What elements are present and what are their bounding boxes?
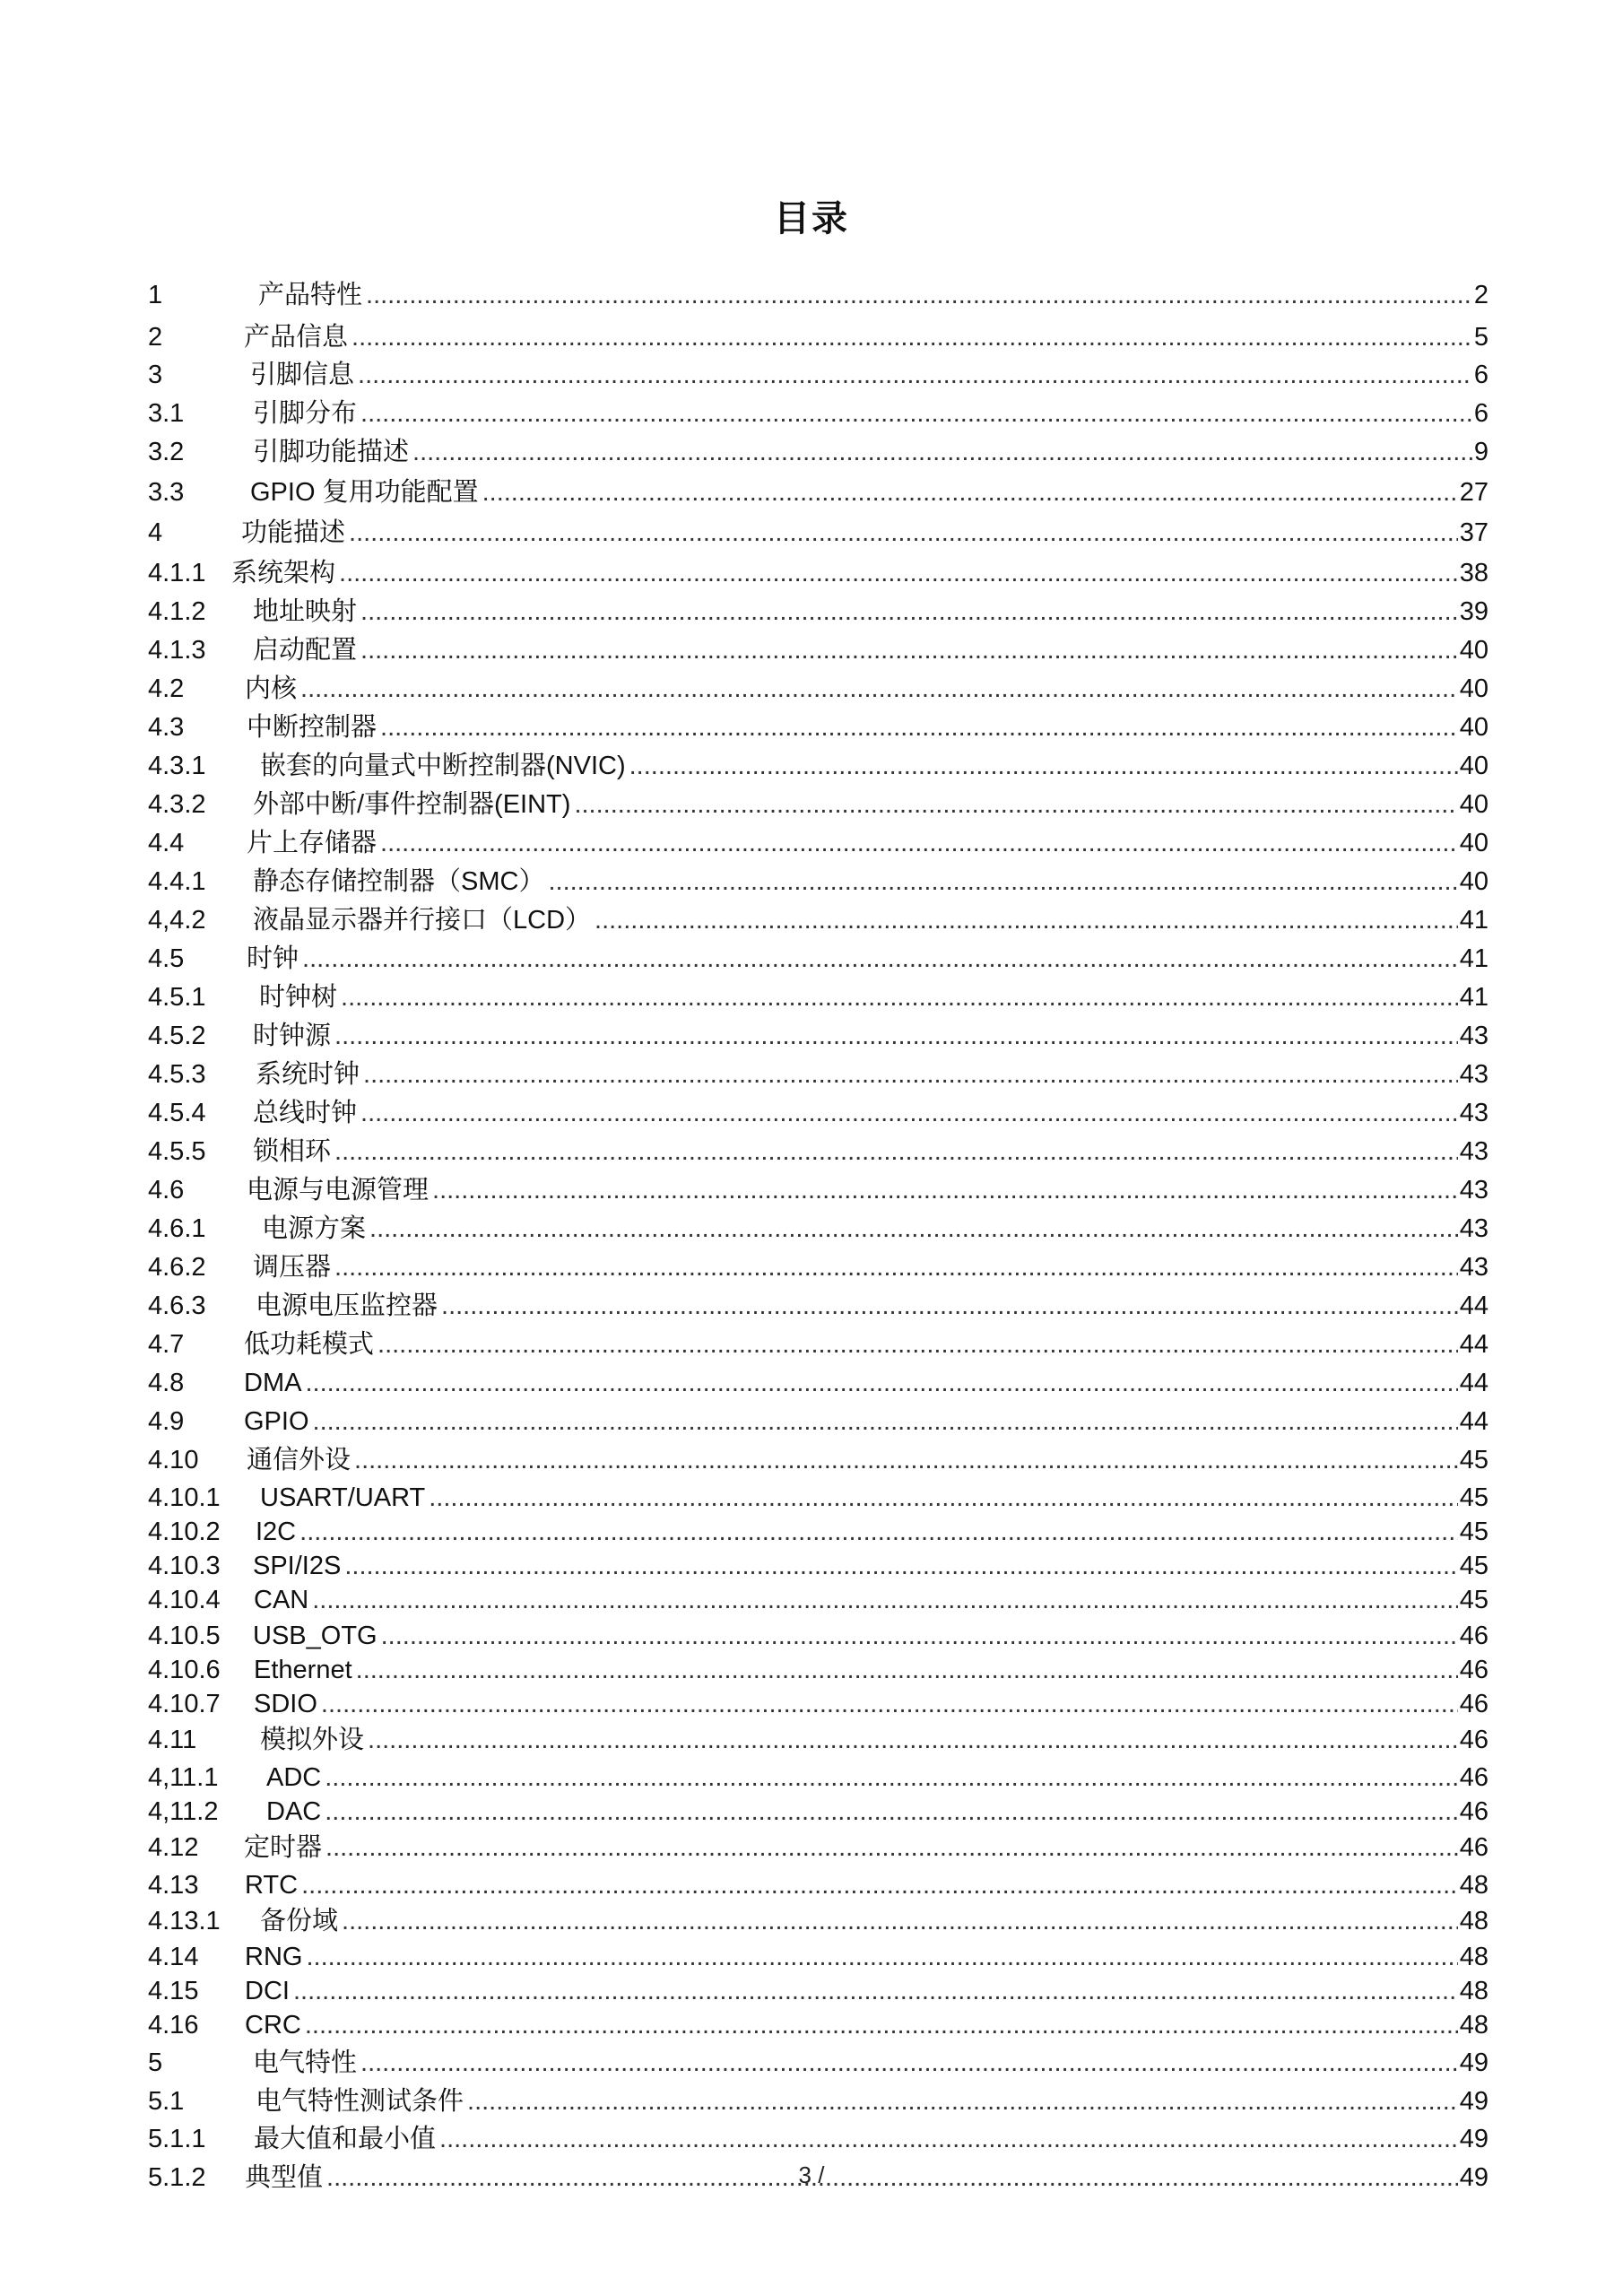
toc-entry[interactable] (148, 1370, 1488, 1396)
toc-entry-title: 系统架构 (231, 559, 336, 587)
toc-entry-title: 电气特性 (253, 2048, 358, 2077)
toc-entry-page: 43 (1459, 1253, 1488, 1282)
toc-entry[interactable] (148, 599, 1488, 625)
toc-entry-page: 27 (1459, 478, 1488, 507)
toc-entry-title: Ethernet (254, 1656, 352, 1684)
toc-entry-number: 4.4 (148, 829, 185, 857)
toc-dot-leader (359, 401, 1472, 427)
toc-entry-page: 46 (1459, 1622, 1488, 1650)
toc-dot-leader (350, 325, 1472, 351)
toc-entry[interactable] (148, 2126, 1488, 2152)
toc-entry[interactable] (148, 2089, 1488, 2115)
toc-entry-number: 4.6 (148, 1176, 185, 1205)
toc-entry-number: 4,11.2 (148, 1797, 219, 1826)
toc-entry[interactable] (148, 1727, 1488, 1753)
toc-entry-title: 引脚功能描述 (253, 438, 410, 466)
toc-dot-leader (300, 946, 1458, 972)
toc-entry[interactable] (148, 1139, 1488, 1165)
toc-entry-number: 4.8 (148, 1369, 185, 1397)
toc-entry[interactable] (148, 401, 1488, 427)
toc-entry[interactable] (148, 1023, 1488, 1049)
toc-entry-number: 4.5.1 (148, 983, 206, 1012)
toc-entry[interactable] (148, 1409, 1488, 1435)
toc-entry-title: RNG (245, 1943, 303, 1971)
toc-entry[interactable] (148, 1979, 1488, 2005)
toc-entry-page: 45 (1459, 1586, 1488, 1614)
toc-entry-number: 5 (148, 2048, 163, 2077)
toc-dot-leader (439, 1293, 1458, 1319)
toc-entry-number: 5.1 (148, 2087, 185, 2116)
toc-entry-page: 41 (1459, 944, 1488, 973)
toc-entry[interactable] (148, 480, 1488, 506)
toc-entry-page: 37 (1459, 518, 1488, 547)
toc-entry-page: 49 (1459, 2125, 1488, 2153)
toc-entry-page: 39 (1459, 597, 1488, 626)
toc-entry[interactable] (148, 1873, 1488, 1899)
toc-entry-page: 43 (1459, 1214, 1488, 1243)
toc-dot-leader (291, 1979, 1458, 2005)
toc-entry[interactable] (148, 1944, 1488, 1970)
toc-entry-number: 4.13.1 (148, 1907, 221, 1935)
toc-entry-page: 40 (1459, 867, 1488, 896)
toc-dot-leader (628, 753, 1458, 779)
toc-dot-leader (411, 439, 1472, 465)
toc-entry-title: 通信外设 (247, 1446, 352, 1474)
toc-dot-leader (354, 1657, 1458, 1683)
toc-entry-page: 41 (1459, 983, 1488, 1012)
toc-entry-number: 4.12 (148, 1833, 199, 1862)
toc-entry-title: 典型值 (245, 2163, 324, 2192)
toc-entry-number: 1 (148, 281, 163, 309)
toc-entry-title: 功能描述 (241, 518, 346, 547)
toc-entry-title: ADC (266, 1763, 322, 1792)
toc-entry-page: 44 (1459, 1292, 1488, 1320)
toc-dot-leader (339, 985, 1458, 1011)
toc-entry-number: 4.5.5 (148, 1137, 206, 1166)
toc-entry-title: 电源电压监控器 (256, 1292, 438, 1320)
toc-entry[interactable] (148, 792, 1488, 818)
toc-entry-title: USB_OTG (253, 1622, 378, 1650)
toc-entry-title: GPIO (244, 1407, 309, 1436)
toc-dot-leader (337, 561, 1458, 587)
toc-dot-leader (364, 283, 1472, 309)
toc-entry-number: 4,11.1 (148, 1763, 219, 1792)
toc-entry-number: 4.10.7 (148, 1690, 221, 1718)
toc-dot-leader (481, 480, 1458, 506)
toc-entry-number: 4,4.2 (148, 906, 206, 935)
toc-entry[interactable] (148, 1448, 1488, 1474)
toc-entry-page: 9 (1473, 438, 1488, 466)
toc-dot-leader (340, 1909, 1458, 1935)
toc-dot-leader (310, 1587, 1458, 1613)
toc-entry-title: 产品特性 (258, 281, 363, 309)
toc-entry[interactable] (148, 1255, 1488, 1281)
toc-entry-page: 40 (1459, 674, 1488, 703)
toc-entry-title: 模拟外设 (260, 1726, 365, 1754)
toc-entry-number: 4.3 (148, 713, 185, 742)
toc-entry[interactable] (148, 869, 1488, 895)
toc-entry-page: 49 (1459, 2087, 1488, 2116)
toc-entry-number: 4.10 (148, 1446, 199, 1474)
toc-entry-page: 49 (1459, 2048, 1488, 2077)
toc-entry-number: 4.1.2 (148, 597, 206, 626)
toc-dot-leader (359, 638, 1458, 664)
toc-entry-number: 4.2 (148, 674, 185, 703)
toc-entry-number: 5.1.1 (148, 2125, 206, 2153)
toc-dot-leader (359, 1100, 1458, 1126)
toc-entry[interactable] (148, 1587, 1488, 1613)
toc-entry-number: 4.10.3 (148, 1552, 221, 1580)
toc-entry-number: 4.6.1 (148, 1214, 206, 1243)
toc-dot-leader (304, 1944, 1457, 1970)
toc-entry-title: 外部中断/事件控制器(EINT) (253, 790, 571, 819)
toc-entry-page: 2 (1473, 281, 1488, 309)
toc-dot-leader (427, 1485, 1457, 1511)
toc-entry[interactable] (148, 1909, 1488, 1935)
toc-dot-leader (356, 362, 1472, 388)
toc-entry-number: 4.10.2 (148, 1518, 221, 1546)
toc-entry[interactable] (148, 1519, 1488, 1545)
toc-entry-number: 4.10.1 (148, 1483, 221, 1512)
toc-dot-leader (333, 1255, 1458, 1281)
toc-entry-title: 电源与电源管理 (247, 1176, 430, 1205)
toc-entry-page: 46 (1459, 1656, 1488, 1684)
toc-entry-page: 5 (1473, 323, 1488, 352)
toc-dot-leader (299, 1873, 1458, 1899)
toc-entry-page: 40 (1459, 713, 1488, 742)
toc-entry-title: I2C (256, 1518, 297, 1546)
toc-entry-title: SDIO (254, 1690, 317, 1718)
toc-entry-title: CRC (245, 2011, 301, 2039)
toc-entry-title: 时钟 (247, 944, 299, 973)
toc-entry-page: 46 (1459, 1797, 1488, 1826)
toc-entry-number: 4.5.3 (148, 1060, 206, 1089)
toc-entry-number: 4.1.1 (148, 559, 206, 587)
toc-dot-leader (319, 1692, 1458, 1718)
toc-entry[interactable] (148, 753, 1488, 779)
page-number-footer: 3 / (798, 2161, 825, 2188)
toc-entry-title: 电气特性测试条件 (256, 2087, 464, 2116)
toc-entry-number: 4.5.4 (148, 1099, 206, 1127)
toc-entry-number: 4.5.2 (148, 1022, 206, 1050)
toc-dot-leader (298, 1519, 1458, 1545)
toc-entry-page: 45 (1459, 1552, 1488, 1580)
toc-entry-title: CAN (254, 1586, 309, 1614)
toc-entry[interactable] (148, 1293, 1488, 1319)
toc-entry-title: 锁相环 (253, 1137, 332, 1166)
toc-entry-title: 引脚信息 (250, 361, 355, 389)
toc-entry-number: 2 (148, 323, 163, 352)
toc-dot-leader (347, 520, 1458, 546)
toc-entry-page: 43 (1459, 1022, 1488, 1050)
toc-entry-page: 43 (1459, 1060, 1488, 1089)
toc-dot-leader (359, 2050, 1458, 2076)
toc-entry-title: 引脚分布 (253, 399, 358, 428)
toc-entry[interactable] (148, 1216, 1488, 1242)
toc-entry-number: 4.3.1 (148, 752, 206, 780)
toc-entry[interactable] (148, 1692, 1488, 1718)
toc-entry-number: 4.7 (148, 1330, 185, 1359)
toc-entry[interactable] (148, 715, 1488, 741)
toc-entry[interactable] (148, 1178, 1488, 1204)
toc-entry-title: 定时器 (244, 1833, 323, 1862)
toc-entry-page: 43 (1459, 1176, 1488, 1205)
toc-entry-page: 48 (1459, 1907, 1488, 1935)
toc-entry-title: 启动配置 (253, 636, 358, 665)
toc-entry-page: 46 (1459, 1690, 1488, 1718)
toc-dot-leader (378, 831, 1458, 857)
toc-entry-number: 3 (148, 361, 163, 389)
toc-dot-leader (303, 1370, 1457, 1396)
toc-entry-title: DAC (266, 1797, 322, 1826)
toc-entry-number: 4.13 (148, 1871, 199, 1900)
toc-entry-page: 45 (1459, 1446, 1488, 1474)
toc-entry-number: 4.14 (148, 1943, 199, 1971)
toc-dot-leader (593, 908, 1458, 934)
toc-entry-title: 备份域 (260, 1907, 339, 1935)
toc-entry[interactable] (148, 908, 1488, 934)
toc-entry-title: 产品信息 (244, 323, 349, 352)
toc-entry-title: 系统时钟 (256, 1060, 360, 1089)
toc-entry-number: 4.10.5 (148, 1622, 221, 1650)
toc-entry[interactable] (148, 1657, 1488, 1683)
toc-dot-leader (359, 599, 1458, 625)
toc-entry-number: 3.1 (148, 399, 185, 428)
toc-entry-number: 4.5 (148, 944, 185, 973)
toc-entry[interactable] (148, 638, 1488, 664)
toc-entry-page: 45 (1459, 1483, 1488, 1512)
toc-entry[interactable] (148, 561, 1488, 587)
toc-entry[interactable] (148, 1835, 1488, 1861)
toc-entry[interactable] (148, 1062, 1488, 1088)
toc-entry[interactable] (148, 1799, 1488, 1825)
toc-entry-page: 46 (1459, 1726, 1488, 1754)
toc-entry-page: 48 (1459, 1871, 1488, 1900)
toc-entry[interactable] (148, 1553, 1488, 1579)
toc-entry-number: 4 (148, 518, 163, 547)
toc-dot-leader (323, 1799, 1458, 1825)
toc-dot-leader (379, 1623, 1458, 1649)
toc-entry[interactable] (148, 985, 1488, 1011)
toc-entry[interactable] (148, 520, 1488, 546)
toc-entry-title: 最大值和最小值 (254, 2125, 437, 2153)
toc-dot-leader (299, 676, 1458, 702)
toc-dot-leader (333, 1139, 1458, 1165)
toc-entry-page: 6 (1473, 399, 1488, 428)
toc-entry-page: 43 (1459, 1137, 1488, 1166)
toc-entry-title: 总线时钟 (253, 1099, 358, 1127)
toc-entry-page: 41 (1459, 906, 1488, 935)
toc-entry-number: 4.1.3 (148, 636, 206, 665)
toc-entry-number: 3.3 (148, 478, 185, 507)
toc-dot-leader (366, 1727, 1458, 1753)
toc-entry-title: 电源方案 (262, 1214, 367, 1243)
toc-dot-leader (572, 792, 1457, 818)
toc-dot-leader (546, 869, 1457, 895)
toc-entry[interactable] (148, 831, 1488, 857)
toc-entry-number: 4.11 (148, 1726, 197, 1754)
toc-entry-page: 40 (1459, 829, 1488, 857)
toc-entry-number: 4.9 (148, 1407, 185, 1436)
toc-dot-leader (311, 1409, 1458, 1435)
toc-dot-leader (333, 1023, 1458, 1049)
toc-entry-title: 中断控制器 (247, 713, 378, 742)
toc-entry[interactable] (148, 325, 1488, 351)
toc-entry-title: 嵌套的向量式中断控制器(NVIC) (260, 752, 626, 780)
toc-dot-leader (303, 2013, 1458, 2039)
toc-entry[interactable] (148, 283, 1488, 309)
toc-entry-page: 44 (1459, 1330, 1488, 1359)
toc-entry-page: 45 (1459, 1518, 1488, 1546)
toc-entry-title: 液晶显示器并行接口（LCD） (253, 906, 592, 935)
toc-dot-leader (352, 1448, 1458, 1474)
toc-entry-page: 46 (1459, 1763, 1488, 1792)
toc-entry-page: 44 (1459, 1369, 1488, 1397)
toc-entry-title: DCI (245, 1977, 290, 2005)
toc-entry-title: 调压器 (253, 1253, 332, 1282)
toc-entry-number: 4.10.6 (148, 1656, 221, 1684)
toc-entry-number: 4.15 (148, 1977, 199, 2005)
toc-dot-leader (378, 715, 1458, 741)
toc-entry-page: 40 (1459, 636, 1488, 665)
toc-entry-title: GPIO 复用功能配置 (250, 478, 479, 507)
toc-entry[interactable] (148, 676, 1488, 702)
toc-dot-leader (323, 1765, 1458, 1791)
toc-entry[interactable] (148, 1332, 1488, 1358)
toc-entry-title: 内核 (245, 674, 298, 703)
toc-entry-title: 地址映射 (253, 597, 358, 626)
toc-entry[interactable] (148, 1485, 1488, 1511)
toc-entry[interactable] (148, 1765, 1488, 1791)
toc-dot-leader (368, 1216, 1458, 1242)
toc-entry-page: 43 (1459, 1099, 1488, 1127)
page-title: 目录 (774, 199, 849, 239)
toc-entry-number: 5.1.2 (148, 2163, 206, 2192)
toc-dot-leader (376, 1332, 1458, 1358)
toc-entry-page: 49 (1459, 2163, 1488, 2192)
toc-entry-number: 4.4.1 (148, 867, 206, 896)
toc-entry-page: 6 (1473, 361, 1488, 389)
toc-entry-title: SPI/I2S (253, 1552, 342, 1580)
toc-entry-title: 片上存储器 (247, 829, 378, 857)
toc-dot-leader (361, 1062, 1458, 1088)
toc-entry[interactable] (148, 2013, 1488, 2039)
toc-entry-page: 40 (1459, 752, 1488, 780)
toc-entry-number: 4.16 (148, 2011, 199, 2039)
toc-entry-page: 44 (1459, 1407, 1488, 1436)
toc-entry-number: 4.6.2 (148, 1253, 206, 1282)
toc-entry-page: 40 (1459, 790, 1488, 819)
toc-entry-number: 3.2 (148, 438, 185, 466)
toc-entry[interactable] (148, 362, 1488, 388)
toc-entry-number: 4.10.4 (148, 1586, 221, 1614)
toc-entry-title: USART/UART (260, 1483, 426, 1512)
toc-entry-title: 时钟树 (259, 983, 338, 1012)
toc-entry[interactable] (148, 439, 1488, 465)
toc-entry[interactable] (148, 946, 1488, 972)
toc-entry-number: 4.3.2 (148, 790, 206, 819)
toc-entry-title: DMA (244, 1369, 302, 1397)
toc-dot-leader (324, 1835, 1458, 1861)
toc-entry[interactable] (148, 1100, 1488, 1126)
toc-dot-leader (430, 1178, 1458, 1204)
toc-entry-page: 38 (1459, 559, 1488, 587)
toc-entry-title: RTC (245, 1871, 299, 1900)
toc-entry-page: 48 (1459, 1977, 1488, 2005)
toc-entry[interactable] (148, 1623, 1488, 1649)
toc-entry-page: 48 (1459, 1943, 1488, 1971)
toc-entry-title: 静态存储控制器（SMC） (253, 867, 545, 896)
toc-entry-title: 低功耗模式 (244, 1330, 375, 1359)
toc-dot-leader (438, 2126, 1458, 2152)
toc-entry[interactable] (148, 2050, 1488, 2076)
toc-dot-leader (465, 2089, 1458, 2115)
toc-entry-title: 时钟源 (253, 1022, 332, 1050)
toc-entry-page: 48 (1459, 2011, 1488, 2039)
toc-dot-leader (343, 1553, 1457, 1579)
toc-entry-page: 46 (1459, 1833, 1488, 1862)
toc-entry-number: 4.6.3 (148, 1292, 206, 1320)
